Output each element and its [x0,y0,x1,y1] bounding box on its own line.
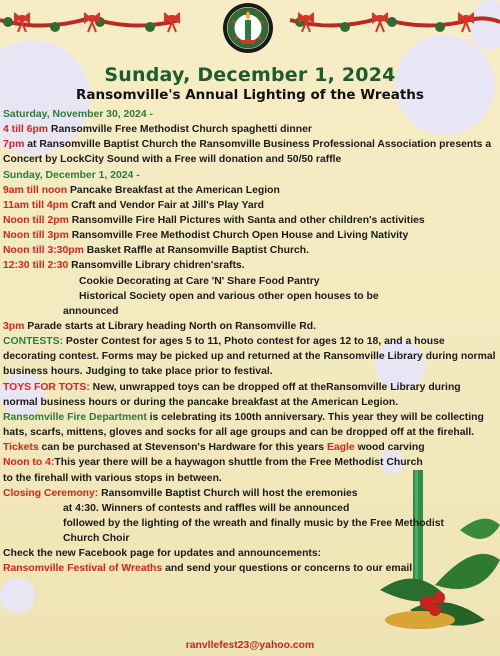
toys-label: TOYS FOR TOTS: [3,381,90,393]
contests-paragraph [3,334,500,379]
event-time: 7pm [3,139,25,151]
event-text: Ransomville Free Methodist Church Open House and Living Nativity [68,230,409,242]
contests-text: Poster Contest for ages 5 to 11, Photo contest for ages 12 to 18, and a house decorating contest. Forms may be picked up and returned at the Ransomville Library during normal business hours. Judging to take place prior to festival. [3,336,496,378]
event-time: 9am till noon [3,184,68,196]
event-text: Basket Raffle at Ransomville Baptist Church. [83,245,310,257]
list-item: followed by the lighting of the wreath and finally music by the Free Methodist [63,517,445,529]
closing-label: Closing Ceremony: [3,487,99,499]
list-item [3,258,500,273]
list-item [3,228,500,243]
event-time: 11am till 4pm [3,199,69,211]
list-item [3,122,500,137]
event-text: Craft and Vendor Fair at Jill's Play Yard [68,199,264,211]
closing-line [3,486,500,501]
event-time: 3pm [3,321,25,332]
event-time: Noon till 3:30pm [3,245,84,257]
event-text: Ransomville Library chidren'srafts. [68,260,245,272]
event-text: Pancake Breakfast at the American Legion [67,184,280,196]
fire-paragraph [3,410,500,440]
fire-text: is celebrating its 100th anniversary. This year they will be collecting hats, scarfs, mittens, gloves and socks for all age groups and can be dropped off at the firehall. [3,411,484,439]
event-text: Ransomville Free Methodist Church spaghetti dinner [48,124,312,136]
list-item [3,183,500,198]
event-time: 12:30 till 2:30 [3,260,69,272]
event-text: Parade starts at Library heading North on Ransomville Rd. [24,321,316,332]
contests-label: CONTESTS: [3,336,64,348]
list-item: Historical Society open and various other open houses to be [79,290,379,302]
list-item [3,213,500,228]
fire-label: Ransomville Fire Department [3,411,147,423]
list-item [3,198,500,213]
facebook-line: Check the new Facebook page for updates and announcements: [3,548,322,560]
festival-line [3,561,500,576]
tickets-line [3,440,500,455]
event-time: Noon till 3pm [3,230,69,242]
shuttle-label: Noon to 4: [3,457,55,469]
tickets-text-end: wood carving [354,442,425,454]
tickets-text: can be purchased at Stevenson's Hardware for this years [38,442,327,454]
toys-paragraph [3,380,500,410]
list-item [3,137,500,167]
tickets-label: Tickets [3,442,39,454]
list-item: announced [63,305,119,317]
toys-text: New, unwrapped toys can be dropped off at theRansomville Library during normal business hours or during the pancake breakfast at the American Legion. [3,381,461,408]
list-item [3,243,500,258]
sunday-header: Sunday, December 1, 2024 - [3,169,140,181]
email-link[interactable]: ranvllefest23@yahoo.com [185,640,315,651]
eagle-label: Eagle [326,442,355,454]
closing-text: Ransomville Baptist Church will host the eremonies [98,487,358,499]
list-item [3,319,500,334]
event-text: Ransomville Fire Hall Pictures with Santa and other children's activities [68,215,425,227]
event-time: 4 till 6pm [3,124,49,136]
shuttle-paragraph [3,455,500,485]
saturday-header: Saturday, November 30, 2024 - [3,109,153,120]
page-subtitle: Ransomville's Annual Lighting of the Wreaths [76,87,424,103]
festival-label: Ransomville Festival of Wreaths [3,563,163,575]
event-time: Noon till 2pm [3,215,69,227]
shuttle-text: This year there will be a haywagon shuttle from the Free Methodist Church to the firehall with various stops in between. [3,457,423,484]
list-item: at 4:30. Winners of contests and raffles will be announced [63,502,350,514]
list-item: Cookie Decorating at Care 'N' Share Food Pantry [79,275,320,287]
festival-text: and send your questions or concerns to our email [162,563,413,575]
polka-dot [0,578,35,613]
schedule [3,107,500,577]
page-title: Sunday, December 1, 2024 [104,64,396,86]
list-item: Church Choir [63,533,130,545]
event-text: at Ransomville Baptist Church the Ransomville Business Professional Association presents a Concert by LockCity Sound with a Free will donation and 50/50 raffle [3,139,492,166]
wreath-candle-icon [222,2,274,54]
